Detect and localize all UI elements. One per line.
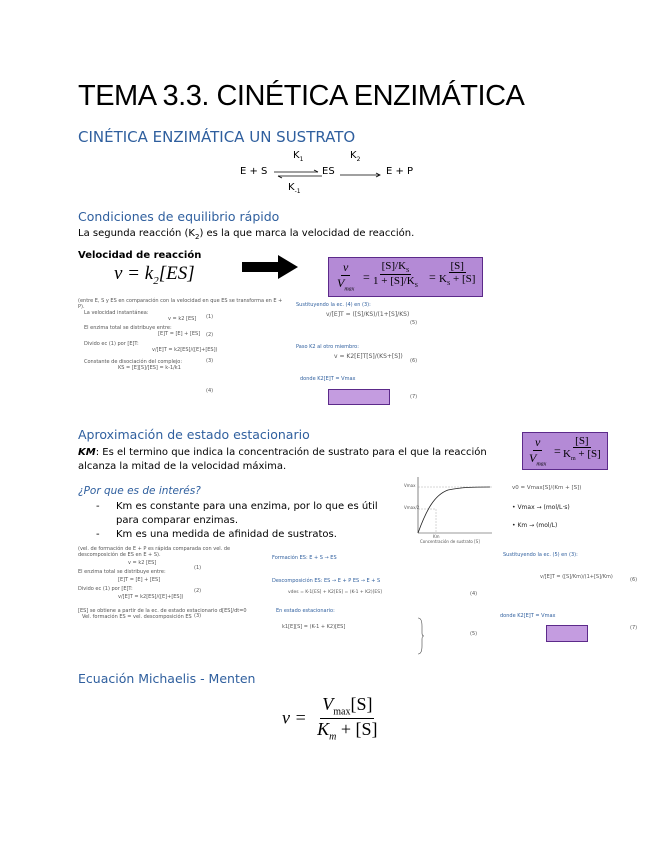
derivation-formula: vdes = K-1[ES] + K2[ES] = (K-1 + K2)[ES] [288, 590, 382, 595]
why-heading: ¿Por que es de interés? [78, 485, 201, 497]
reaction-right: E + P [386, 166, 414, 177]
rate-k1: $K_1$ [293, 150, 304, 163]
eq-num: (3) [206, 358, 214, 364]
eq-num: (4) [470, 591, 478, 597]
small-result-box [328, 389, 390, 405]
reaction-scheme [238, 146, 438, 196]
derivation-step: Sustituyendo la ec. (5) en (3): [503, 552, 578, 558]
list-item: - Km es una medida de afinidad de sustratos. [96, 529, 337, 540]
rate-equation: $v = k_2[ES]$ [114, 263, 195, 287]
section-heading-un-sustrato: CINÉTICA ENZIMÁTICA UN SUSTRATO [78, 128, 356, 146]
velocity-label: Velocidad de reacción [78, 250, 202, 261]
small-result-box [546, 625, 588, 642]
eq-num: (5) [410, 320, 418, 326]
derivation-step: En estado estacionario: [276, 608, 335, 614]
page-title: TEMA 3.3. CINÉTICA ENZIMÁTICA [78, 80, 525, 112]
eq-num: (7) [410, 394, 418, 400]
derivation-step: Paso K2 al otro miembro: [296, 344, 359, 350]
rapid-equilibrium-box: $\frac{v}{V_{max}}$ = $\frac{[S]/K_S}{1 + [S]/K_S}$ = $\frac{[S]}{K_S + [S]}$ [328, 257, 483, 297]
reaction-mid: ES [322, 166, 335, 177]
eq-num: (5) [470, 631, 478, 637]
equilibrium-derivation-left: (entre E, S y ES en comparación con la velocidad en que ES se transforma en E + P). La velocidad instantánea: v = k2 [ES] El enzima total se distribuye entre: [E]T = [E] + [ES] Divido ec (1) por [E]T: v/[E]T = k2[ES]/([E]+[ES]) Constante de disociación del complejo: KS = [E][S]/[ES] = k-1/k1 [78, 298, 283, 371]
derivation-formula: v/[E]T = ([S]/Km)/(1+[S]/Km) [540, 574, 613, 580]
rate-k-1: $K_{-1}$ [288, 182, 301, 195]
side-bullet-vmax: • Vmax → (mol/L·s) [512, 504, 570, 511]
reaction-left: E + S [240, 166, 268, 177]
graph-y-label: Vmax [404, 483, 416, 488]
derivation-step: Formación ES: E + S → ES [272, 555, 337, 561]
derivation-step: donde K2[E]T = Vmax [500, 613, 556, 619]
saturation-graph [404, 473, 496, 545]
big-arrow-icon [242, 255, 298, 279]
steady-state-box: $\frac{v}{V_{max}}$ = $\frac{[S]}{K_m + [S]}$ [522, 432, 608, 470]
list-item: - Km es constante para una enzima, por lo que es útil para comparar enzimas. [96, 501, 378, 526]
forward-arrow-icon [340, 172, 382, 178]
side-equation: v0 = Vmax[S]/(Km + [S]) [512, 485, 582, 491]
eq-num: (3) [194, 613, 202, 619]
brace-icon [418, 618, 424, 654]
derivation-formula: v/[E]T = ([S]/KS)/(1+[S]/KS) [326, 311, 410, 318]
derivation-formula: k1[E][S] = (K-1 + K2)[ES] [282, 624, 346, 630]
section-heading-equilibrio: Condiciones de equilibrio rápido [78, 209, 280, 224]
graph-half-label: Vmax/2 [404, 505, 420, 510]
eq-num: (1) [194, 565, 202, 571]
michaelis-menten-equation: v = $\frac{V_{max}[S]}{K_m + [S]}$ [282, 694, 378, 743]
section-heading-estacionario: Aproximación de estado estacionario [78, 427, 310, 442]
eq-num: (6) [410, 358, 418, 364]
eq-num: (7) [630, 625, 638, 631]
derivation-formula: v = K2[E]T[S]/(KS+[S]) [334, 353, 403, 360]
eq-num: (6) [630, 577, 638, 583]
graph-km-label: Km [433, 534, 440, 539]
km-definition: KM: Es el termino que indica la concentración de sustrato para el que la reacción alcanza la mitad de la velocidad máxima. [78, 447, 487, 472]
equilibrium-arrow-icon [274, 170, 322, 178]
graph-x-label: Concentración de sustrato [S] [420, 539, 480, 544]
section-heading-michaelis: Ecuación Michaelis - Menten [78, 671, 256, 686]
steady-derivation-left: (vel. de formación de E + P es rápida comparada con vel. de descomposición de ES en E + S). v = k2 [ES] El enzima total se distribuye entre: [E]T = [E] + [ES] Divido ec (1) por [E]T: v/[E]T = k2[ES]/([E]+[ES]) [ES] se obtiene a partir de la ec. de estado estacionario d[ES]/dt=0 Vel. formación ES = vel. descomposición ES [78, 546, 247, 620]
equilibrium-sentence: La segunda reacción $(K_2)$ es la que marca la velocidad de reacción. [78, 228, 415, 241]
eq-num: (4) [206, 388, 214, 394]
derivation-step: Descomposición ES: ES → E + P ES → E + S [272, 578, 381, 584]
side-bullet-km: • Km → (mol/L) [512, 522, 558, 529]
eq-num: (1) [206, 314, 214, 320]
rate-k2: $K_2$ [350, 150, 361, 163]
eq-num: (2) [206, 332, 214, 338]
eq-num: (2) [194, 588, 202, 594]
derivation-step: Sustituyendo la ec. (4) en (3): [296, 302, 371, 308]
derivation-step: donde K2[E]T = Vmax [300, 376, 356, 382]
bullet-list [96, 500, 396, 542]
